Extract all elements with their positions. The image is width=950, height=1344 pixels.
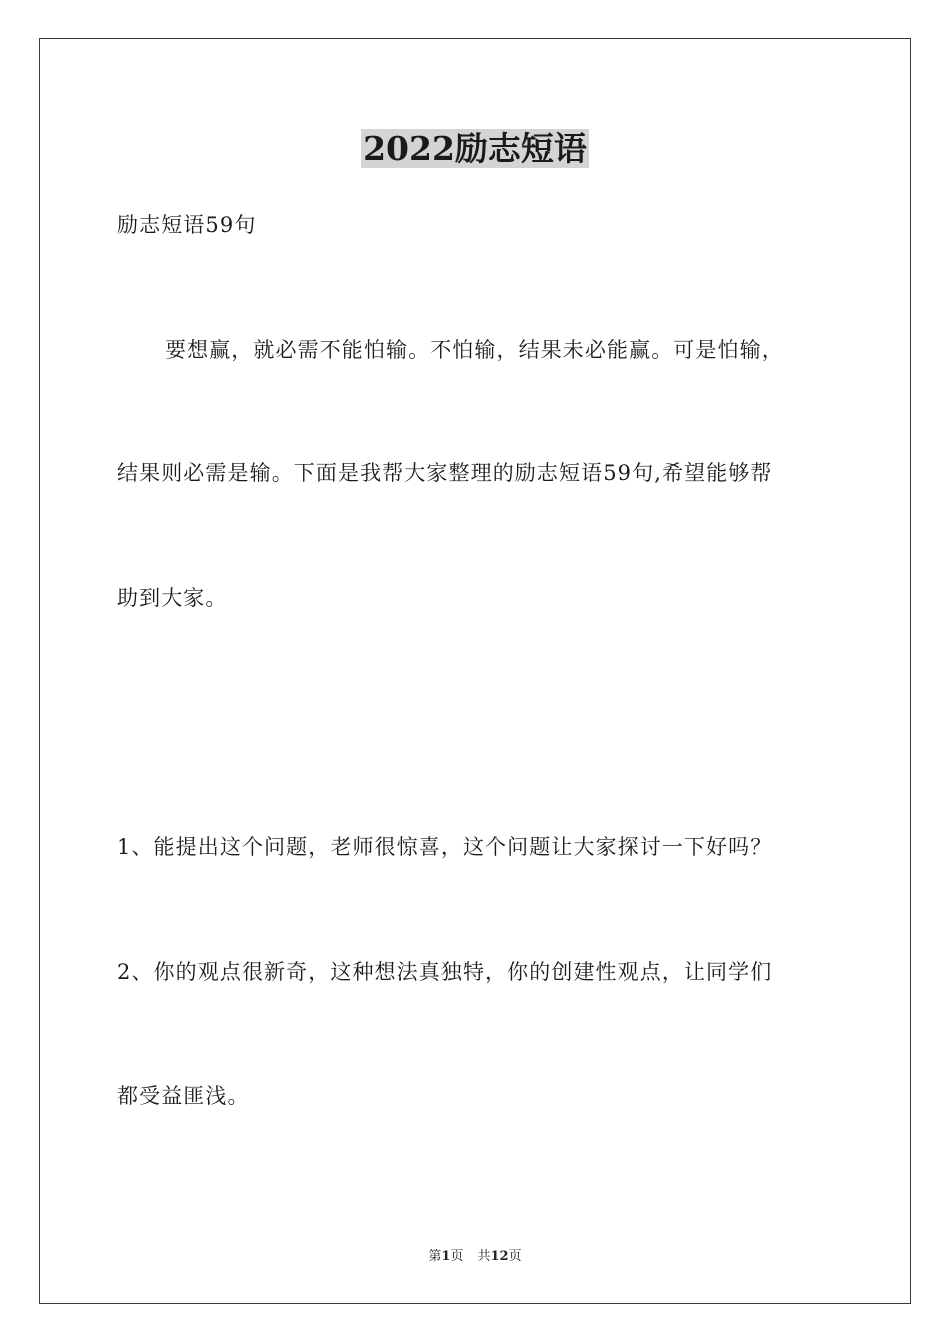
page-suffix: 页	[450, 1249, 464, 1264]
page-prefix: 第	[428, 1249, 442, 1264]
page-number: 1	[441, 1249, 451, 1264]
total-suffix: 页	[508, 1249, 522, 1264]
paragraph-line: 助到大家。	[117, 586, 228, 610]
page-footer	[0, 1248, 950, 1266]
total-prefix: 共	[477, 1249, 491, 1264]
list-item-2-continued: 都受益匪浅。	[117, 1084, 250, 1108]
total-pages: 12	[490, 1249, 509, 1264]
list-item-1: 1、能提出这个问题，老师很惊喜，这个问题让大家探讨一下好吗？	[117, 835, 773, 859]
list-item-2: 2、你的观点很新奇，这种想法真独特，你的创建性观点，让同学们	[117, 960, 773, 984]
document-title	[0, 126, 950, 172]
document-subtitle: 励志短语59句	[117, 213, 257, 237]
paragraph-line: 要想赢，就必需不能怕输。不怕输，结果未必能赢。可是怕输，	[165, 338, 784, 362]
title-text: 2022励志短语	[363, 129, 587, 168]
paragraph-line: 结果则必需是输。下面是我帮大家整理的励志短语59句,希望能够帮	[117, 461, 773, 485]
